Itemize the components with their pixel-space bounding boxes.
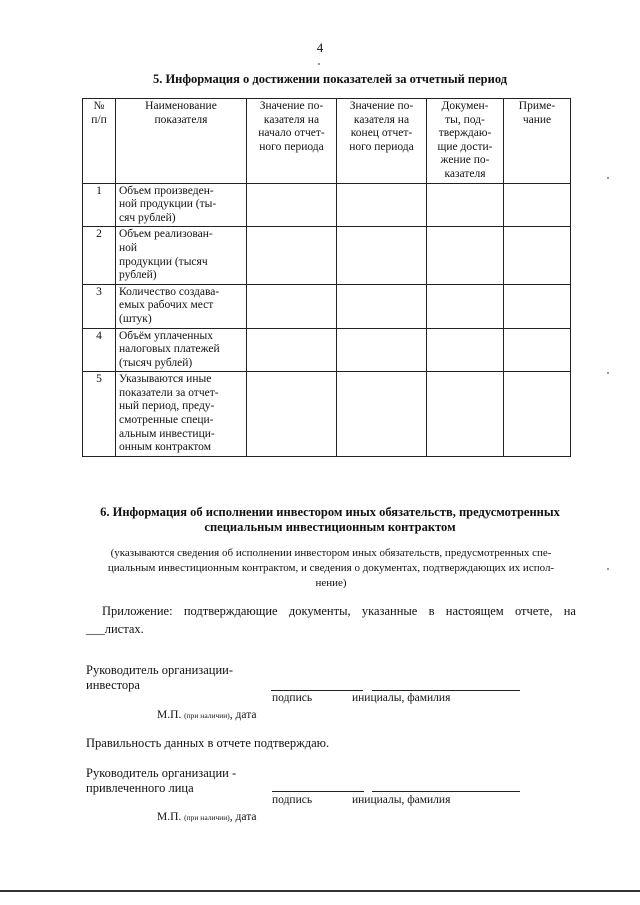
cell-end-value[interactable] — [337, 284, 427, 328]
scan-speck — [607, 372, 609, 374]
indicators-table — [82, 98, 571, 457]
header-documents: Докумен- ты, под- тверждаю- щие дости- жение по- казателя — [427, 99, 504, 184]
section6-title: 6. Информация об исполнении инвестором иных обязательств, предусмотренных специальным инвестиционным контрактом — [100, 505, 560, 534]
cell-end-value[interactable] — [337, 227, 427, 284]
signature1-name-caption: инициалы, фамилия — [352, 692, 451, 704]
row-indicator-name: Объём уплаченных налоговых платежей (тысяч рублей) — [116, 328, 247, 372]
section5-title: 5. Информация о достижении показателей за отчетный период — [152, 72, 508, 86]
header-start-value: Значение по- казателя на начало отчет- ного периода — [247, 99, 337, 184]
table-row — [83, 372, 571, 457]
cell-documents[interactable] — [427, 284, 504, 328]
cell-documents[interactable] — [427, 183, 504, 227]
signature2-name-line[interactable] — [372, 791, 520, 792]
cell-end-value[interactable] — [337, 328, 427, 372]
attachment-text: Приложение: подтверждающие документы, указанные в настоящем отчете, на ___листах. — [86, 604, 576, 636]
row-indicator-name: Указываются иные показатели за отчет- ный период, преду- смотренные специ- альным инвестици- онным контрактом — [116, 372, 247, 457]
cell-start-value[interactable] — [247, 372, 337, 457]
signature2-role: Руководитель организации - привлеченного лица — [86, 766, 237, 795]
row-indicator-name: Объем произведен- ной продукции (ты- сяч рублей) — [116, 183, 247, 227]
signature1-role: Руководитель организации- инвестора — [86, 663, 233, 692]
signature1-name-line[interactable] — [372, 690, 520, 691]
row-number: 3 — [83, 284, 116, 328]
cell-note[interactable] — [504, 227, 571, 284]
cell-start-value[interactable] — [247, 284, 337, 328]
cell-end-value[interactable] — [337, 183, 427, 227]
cell-note[interactable] — [504, 328, 571, 372]
cell-start-value[interactable] — [247, 227, 337, 284]
cell-start-value[interactable] — [247, 328, 337, 372]
cell-note[interactable] — [504, 372, 571, 457]
scan-speck — [607, 568, 609, 570]
page-number: 4 — [316, 40, 324, 55]
header-name: Наименование показателя — [116, 99, 247, 184]
row-number: 2 — [83, 227, 116, 284]
signature1-sign-caption: подпись — [272, 692, 313, 704]
page-bottom-rule — [0, 890, 640, 892]
cell-note[interactable] — [504, 284, 571, 328]
signature2-sign-caption: подпись — [272, 794, 313, 806]
scan-speck — [318, 63, 320, 65]
section6-note: (указываются сведения об исполнении инвестором иных обязательств, предусмотренных спе- циальным инвестиционным контрактом, и сведения о документах, подтверждающих их испол- нение) — [107, 547, 555, 589]
row-indicator-name: Объем реализован- ной продукции (тысяч рублей) — [116, 227, 247, 284]
row-indicator-name: Количество создава- емых рабочих мест (штук) — [116, 284, 247, 328]
cell-start-value[interactable] — [247, 183, 337, 227]
header-note: Приме- чание — [504, 99, 571, 184]
row-number: 5 — [83, 372, 116, 457]
header-end-value: Значение по- казателя на конец отчет- ного периода — [337, 99, 427, 184]
table-header-row — [83, 99, 571, 184]
table-row — [83, 328, 571, 372]
row-number: 4 — [83, 328, 116, 372]
cell-documents[interactable] — [427, 227, 504, 284]
table-row — [83, 227, 571, 284]
signature2-name-caption: инициалы, фамилия — [352, 794, 451, 806]
table-row — [83, 183, 571, 227]
cell-end-value[interactable] — [337, 372, 427, 457]
signature2-stamp-date: М.П. (при наличии), дата — [157, 811, 257, 823]
confirmation-text: Правильность данных в отчете подтверждаю. — [86, 736, 330, 750]
attachment-sheet-count-blank[interactable]: ___ — [86, 622, 105, 636]
cell-note[interactable] — [504, 183, 571, 227]
signature2-sign-line[interactable] — [272, 791, 364, 792]
cell-documents[interactable] — [427, 328, 504, 372]
header-number: № п/п — [83, 99, 116, 184]
table-row — [83, 284, 571, 328]
row-number: 1 — [83, 183, 116, 227]
scan-speck — [607, 177, 609, 179]
signature1-sign-line[interactable] — [271, 690, 363, 691]
signature1-stamp-date: М.П. (при наличии), дата — [157, 709, 257, 721]
cell-documents[interactable] — [427, 372, 504, 457]
